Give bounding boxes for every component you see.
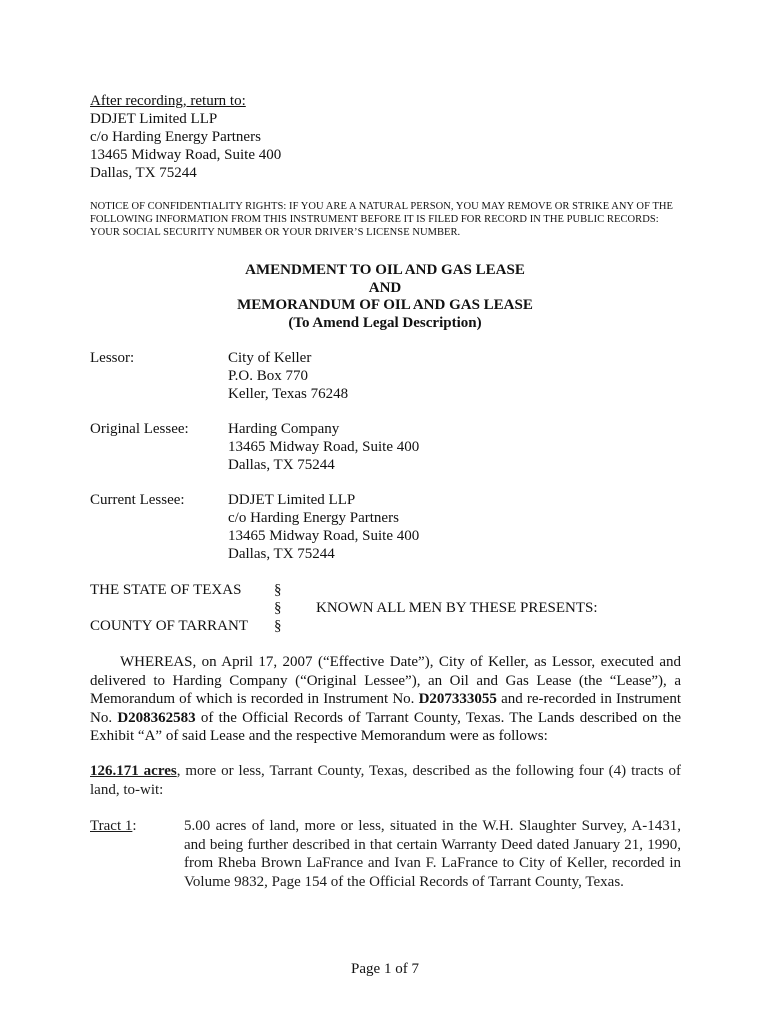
title-line-4: (To Amend Legal Description)	[288, 315, 482, 331]
lessor-line: Keller, Texas 76248	[228, 386, 349, 402]
return-to-line: DDJET Limited LLP	[90, 111, 218, 127]
current-lessee-line: 13465 Midway Road, Suite 400	[228, 528, 420, 544]
tract-1-description: 5.00 acres of land, more or less, situated in the W.H. Slaughter Survey, A-1431, and being further described in that certain Warranty Deed dated January 21, 1990, from Rheba Brown LaFrance and Ivan F. LaFrance to City of Keller, recorded in Volume 9832, Page 154 of the Official Records of Tarrant County, Texas.	[184, 818, 681, 890]
original-lessee-line: Harding Company	[228, 421, 340, 437]
current-lessee-line: DDJET Limited LLP	[228, 492, 356, 508]
tract-label-colon: :	[132, 818, 137, 834]
section-mark: §	[274, 600, 282, 616]
tract-label-text: Tract 1	[90, 818, 133, 834]
return-to-line: c/o Harding Energy Partners	[90, 129, 261, 145]
title-line-1: AMENDMENT TO OIL AND GAS LEASE	[245, 262, 525, 278]
tract-1-label	[90, 817, 137, 835]
whereas-text: of the Official Records of Tarrant County, Texas. The Lands described on the Exhibit “A” of said Lease and the respective Memorandum were as follows:	[90, 709, 681, 744]
acreage-text: , more or less, Tarrant County, Texas, described as the following four (4) tracts of land, to-wit:	[90, 763, 681, 798]
whereas-text: and re-recorded in Instrument No.	[90, 691, 681, 726]
current-lessee-line: c/o Harding Energy Partners	[228, 510, 399, 526]
known-all-men: KNOWN ALL MEN BY THESE PRESENTS:	[316, 600, 598, 616]
original-lessee-line: 13465 Midway Road, Suite 400	[228, 439, 420, 455]
section-mark: §	[274, 618, 282, 634]
original-lessee-label: Original Lessee:	[90, 421, 189, 437]
page-number: Page 1 of 7	[351, 961, 419, 977]
lessor-line: P.O. Box 770	[228, 368, 309, 384]
title-line-3: MEMORANDUM OF OIL AND GAS LEASE	[237, 297, 533, 313]
original-lessee-address	[228, 420, 419, 474]
current-lessee-line: Dallas, TX 75244	[228, 546, 335, 562]
acreage-paragraph	[90, 762, 681, 799]
current-lessee-label: Current Lessee:	[90, 492, 185, 508]
section-mark: §	[274, 582, 282, 598]
whereas-text: WHEREAS, on April 17, 2007 (“Effective Date”), City of Keller, as Lessor, executed and delivered to Harding Company (“Original Lessee”), an Oil and Gas Lease (the “Lease”), a Memorandum of which is recorded in Instrument No.	[90, 654, 681, 707]
return-to-heading: After recording, return to:	[90, 93, 246, 109]
lessor-address	[228, 349, 348, 403]
return-to-block	[90, 92, 281, 182]
instrument-number: D208362583	[117, 709, 196, 726]
return-to-line: Dallas, TX 75244	[90, 165, 197, 181]
lessor-line: City of Keller	[228, 350, 312, 366]
lessor-label: Lessor:	[90, 350, 135, 366]
return-to-line: 13465 Midway Road, Suite 400	[90, 147, 282, 163]
county-caption: COUNTY OF TARRANT	[90, 618, 248, 634]
current-lessee-address	[228, 491, 419, 563]
original-lessee-line: Dallas, TX 75244	[228, 457, 335, 473]
acreage-amount: 126.171 acres	[90, 763, 177, 779]
state-caption: THE STATE OF TEXAS	[90, 582, 242, 598]
title-line-2: AND	[368, 280, 402, 296]
whereas-paragraph	[90, 653, 681, 746]
confidentiality-notice: NOTICE OF CONFIDENTIALITY RIGHTS: IF YOU ARE A NATURAL PERSON, YOU MAY REMOVE OR STRIKE ANY OF THE FOLLOWING INFORMATION FROM THIS INSTRUMENT BEFORE IT IS FILED FOR RECORD IN THE PUBLIC RECORDS: YOUR SOCIAL SECURITY NUMBER OR YOUR DRIVER’S LICENSE NUMBER.	[90, 201, 674, 238]
instrument-number: D207333055	[418, 691, 497, 707]
